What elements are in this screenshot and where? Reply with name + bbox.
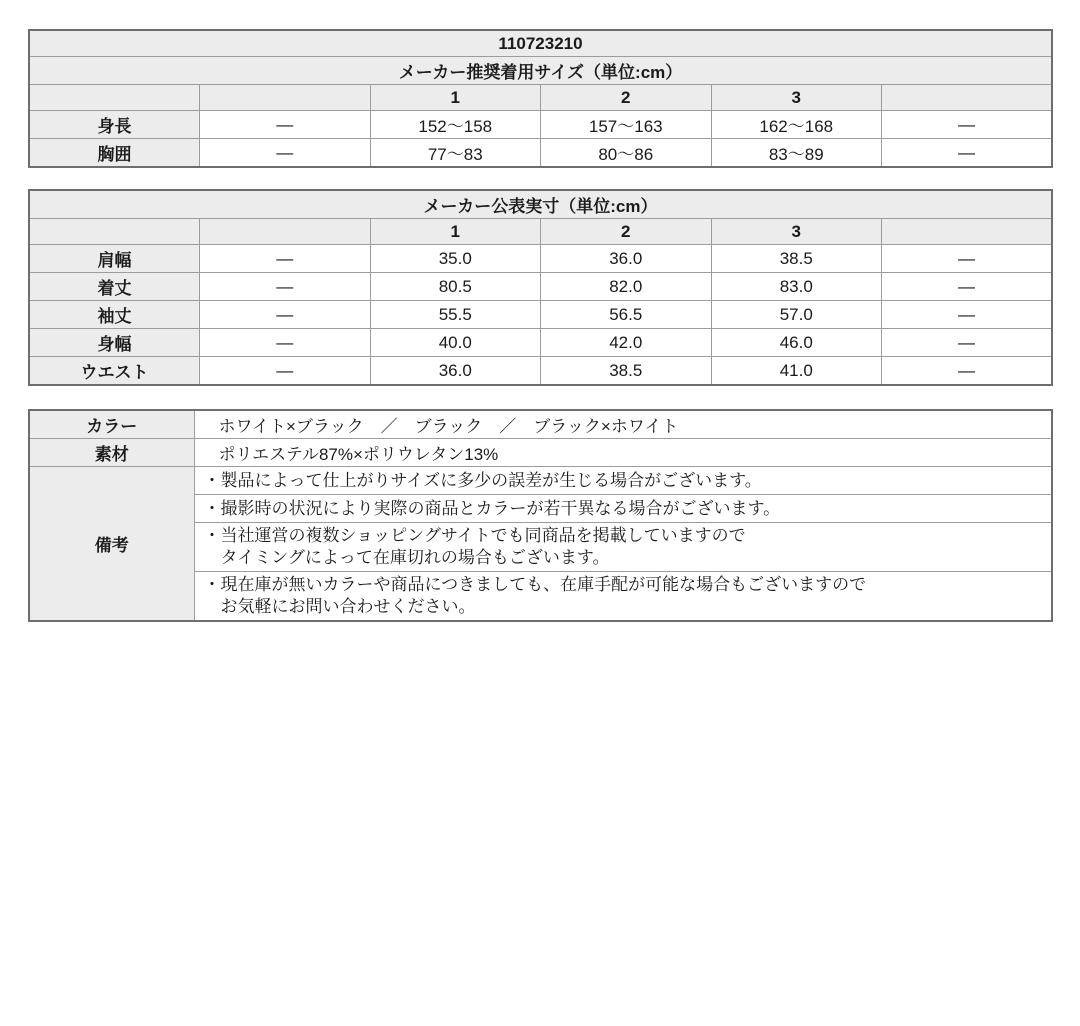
column-header — [29, 219, 200, 245]
table-title: メーカー公表実寸（単位:cm） — [29, 190, 1052, 219]
table-row — [29, 30, 1052, 57]
column-header — [882, 219, 1053, 245]
cell-value: 41.0 — [711, 357, 882, 386]
recommended-size-table — [28, 29, 1053, 168]
cell-value: ― — [882, 111, 1053, 139]
column-header: 2 — [541, 85, 712, 111]
note-line: ・現在庫が無いカラーや商品につきましても、在庫手配が可能な場合もございますので — [203, 575, 867, 594]
note-item — [194, 523, 1052, 572]
cell-value: ― — [200, 301, 371, 329]
material-label: 素材 — [29, 439, 194, 467]
cell-value: 80.5 — [370, 273, 541, 301]
column-header: 3 — [711, 85, 882, 111]
row-label: 肩幅 — [29, 245, 200, 273]
table-row — [29, 57, 1052, 85]
row-label: 身幅 — [29, 329, 200, 357]
cell-value: 162〜168 — [711, 111, 882, 139]
note-line: ・製品によって仕上がりサイズに多少の誤差が生じる場合がございます。 — [203, 470, 762, 490]
column-header — [29, 85, 200, 111]
note-continuation-line: タイミングによって在庫切れの場合もございます。 — [220, 548, 610, 567]
table-row — [29, 357, 1052, 386]
row-label: ウエスト — [29, 357, 200, 386]
product-details-table — [28, 409, 1053, 622]
color-label: カラー — [29, 410, 194, 439]
table-row — [29, 467, 1052, 495]
cell-value: ― — [882, 357, 1053, 386]
cell-value: 57.0 — [711, 301, 882, 329]
notes-label: 備考 — [29, 467, 194, 622]
table-row — [29, 410, 1052, 439]
cell-value: ― — [200, 273, 371, 301]
table-row — [29, 329, 1052, 357]
cell-value: 35.0 — [370, 245, 541, 273]
cell-value: ― — [200, 139, 371, 168]
cell-value: ― — [200, 357, 371, 386]
cell-value: 80〜86 — [541, 139, 712, 168]
cell-value: 40.0 — [370, 329, 541, 357]
cell-value: ― — [882, 245, 1053, 273]
column-header — [200, 219, 371, 245]
product-code: 110723210 — [29, 30, 1052, 57]
column-header: 3 — [711, 219, 882, 245]
column-header — [882, 85, 1053, 111]
cell-value: 38.5 — [711, 245, 882, 273]
note-continuation-line: お気軽にお問い合わせください。 — [220, 597, 476, 616]
cell-value: 82.0 — [541, 273, 712, 301]
note-item — [194, 572, 1052, 622]
cell-value: 36.0 — [370, 357, 541, 386]
color-value: ホワイト×ブラック ／ ブラック ／ ブラック×ホワイト — [194, 410, 1052, 439]
cell-value: ― — [882, 273, 1053, 301]
cell-value: 38.5 — [541, 357, 712, 386]
cell-value: ― — [200, 111, 371, 139]
column-header — [200, 85, 371, 111]
table-title: メーカー推奨着用サイズ（単位:cm） — [29, 57, 1052, 85]
material-value: ポリエステル87%×ポリウレタン13% — [194, 439, 1052, 467]
note-item — [194, 467, 1052, 495]
cell-value: 77〜83 — [370, 139, 541, 168]
table-row — [29, 190, 1052, 219]
table-row — [29, 301, 1052, 329]
cell-value: 46.0 — [711, 329, 882, 357]
cell-value: ― — [882, 301, 1053, 329]
table-row — [29, 85, 1052, 111]
row-label: 身長 — [29, 111, 200, 139]
column-header: 2 — [541, 219, 712, 245]
table-row — [29, 245, 1052, 273]
table-row — [29, 111, 1052, 139]
cell-value: 36.0 — [541, 245, 712, 273]
column-header: 1 — [370, 219, 541, 245]
note-line: ・当社運営の複数ショッピングサイトでも同商品を掲載していますので — [203, 526, 746, 545]
cell-value: 152〜158 — [370, 111, 541, 139]
note-line: ・撮影時の状況により実際の商品とカラーが若干異なる場合がございます。 — [203, 498, 781, 518]
table-row — [29, 139, 1052, 168]
table-row — [29, 439, 1052, 467]
row-label: 袖丈 — [29, 301, 200, 329]
cell-value: ― — [200, 329, 371, 357]
cell-value: 42.0 — [541, 329, 712, 357]
column-header: 1 — [370, 85, 541, 111]
cell-value: 55.5 — [370, 301, 541, 329]
cell-value: 83〜89 — [711, 139, 882, 168]
cell-value: 56.5 — [541, 301, 712, 329]
cell-value: 157〜163 — [541, 111, 712, 139]
row-label: 着丈 — [29, 273, 200, 301]
cell-value: 83.0 — [711, 273, 882, 301]
cell-value: ― — [882, 139, 1053, 168]
actual-size-table — [28, 189, 1053, 386]
table-row — [29, 273, 1052, 301]
cell-value: ― — [200, 245, 371, 273]
table-row — [29, 219, 1052, 245]
note-item — [194, 495, 1052, 523]
row-label: 胸囲 — [29, 139, 200, 168]
cell-value: ― — [882, 329, 1053, 357]
